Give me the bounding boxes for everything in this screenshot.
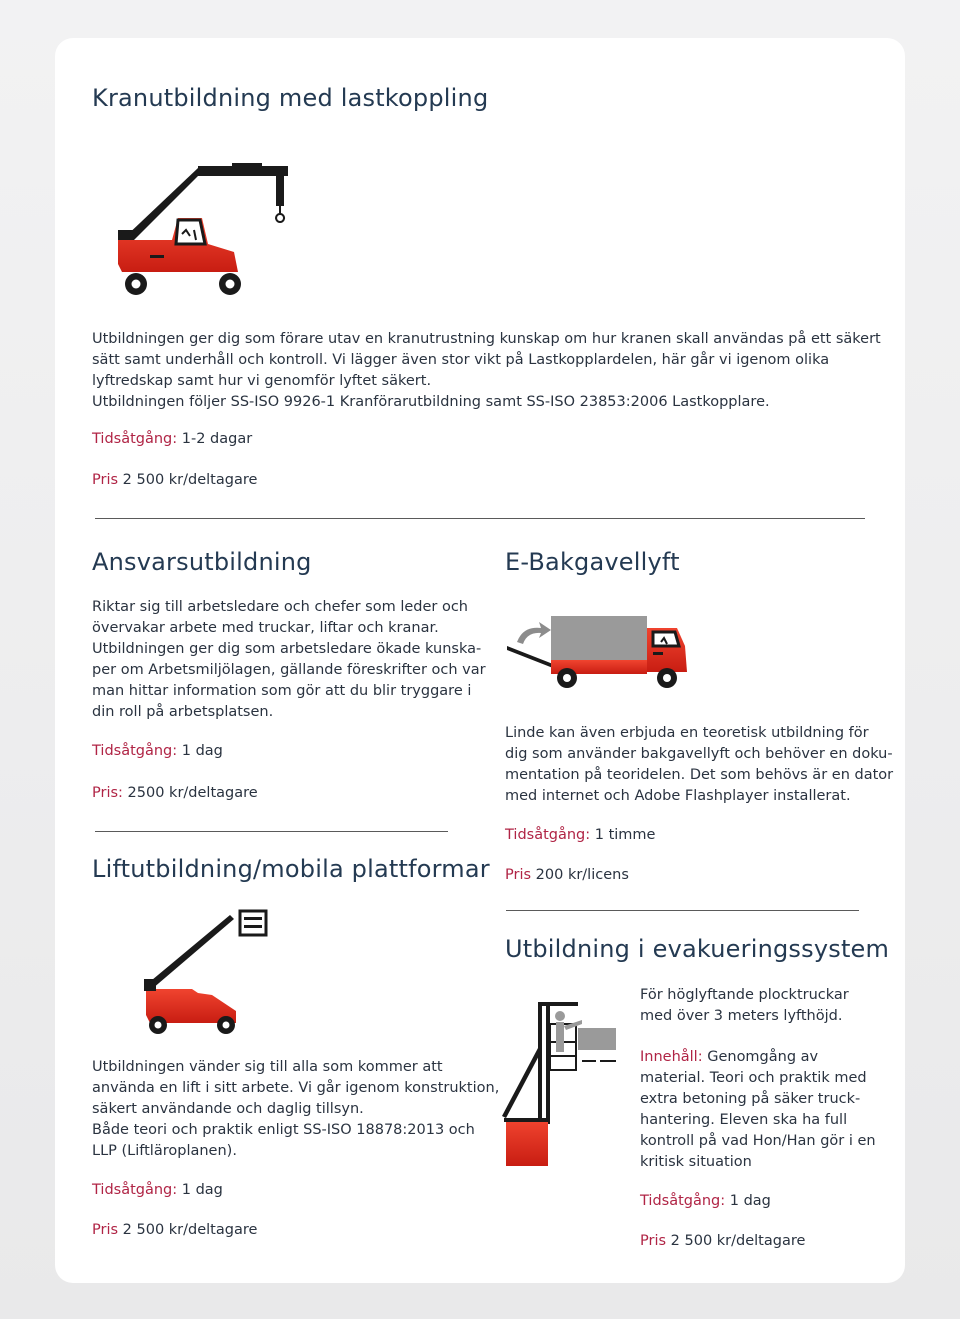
price-label: Pris: xyxy=(92,785,123,801)
crane-description-line: Utbildningen ger dig som förare utav en kranutrustning kunskap om hur kranen skall användas på ett säkert xyxy=(92,331,881,347)
price-value: 2 500 kr/deltagare xyxy=(122,1222,258,1238)
crane-description-line: Utbildningen följer SS-ISO 9926-1 Kranförarutbildning samt SS-ISO 23853:2006 Lastkopplare. xyxy=(92,394,770,410)
evacuation-intro xyxy=(640,985,880,1027)
tail-lift-truck-icon xyxy=(505,612,695,692)
evacuation-content-line: kritisk situation xyxy=(640,1154,752,1170)
evacuation-content-line: Genomgång av xyxy=(702,1049,819,1065)
price-label: Pris xyxy=(92,1222,119,1238)
evacuation-content-line: material. Teori och praktik med xyxy=(640,1070,867,1086)
duration-value: 1 timme xyxy=(594,827,656,843)
responsibility-description-line: din roll på arbetsplatsen. xyxy=(92,704,274,720)
tail-lift-price xyxy=(505,867,629,883)
duration-value: 1-2 dagar xyxy=(181,431,253,447)
order-picker-truck-icon xyxy=(498,998,628,1170)
duration-value: 1 dag xyxy=(181,743,223,759)
responsibility-description-line: per om Arbetsmiljölagen, gällande föreskrifter och var xyxy=(92,662,486,678)
evacuation-content-line: hantering. Eleven ska ha full xyxy=(640,1112,848,1128)
duration-label: Tidsåtgång: xyxy=(640,1193,726,1209)
evacuation-content xyxy=(640,1047,880,1173)
lift-price xyxy=(92,1222,257,1238)
responsibility-description-line: Riktar sig till arbetsledare och chefer som leder och xyxy=(92,599,469,615)
tail-lift-description xyxy=(505,723,894,807)
responsibility-description xyxy=(92,597,486,723)
crane-description-line: lyftredskap samt hur vi genomför lyftet säkert. xyxy=(92,373,432,389)
tail-lift-description-line: mentation på teoridelen. Det som behövs är en dator xyxy=(505,767,894,783)
mobile-lift-icon xyxy=(140,905,270,1035)
section-divider xyxy=(95,518,865,519)
lift-description-line: säkert användande och daglig tillsyn. xyxy=(92,1101,364,1117)
price-label: Pris xyxy=(92,472,119,488)
price-label: Pris xyxy=(640,1233,667,1249)
evacuation-duration xyxy=(640,1193,771,1209)
content-label: Innehåll: xyxy=(640,1049,703,1065)
crane-price xyxy=(92,472,257,488)
duration-label: Tidsåtgång: xyxy=(92,1182,178,1198)
lift-description-line: LLP (Liftläroplanen). xyxy=(92,1143,237,1159)
responsibility-description-line: övervakar arbete med truckar, liftar och kranar. xyxy=(92,620,439,636)
duration-label: Tidsåtgång: xyxy=(505,827,591,843)
crane-duration xyxy=(92,431,252,447)
lift-description-line: använda en lift i sitt arbete. Vi går igenom konstruktion, xyxy=(92,1080,500,1096)
crane-description xyxy=(92,329,882,413)
price-value: 2 500 kr/deltagare xyxy=(122,472,258,488)
evacuation-intro-line: För höglyftande plocktruckar xyxy=(640,987,849,1003)
responsibility-price xyxy=(92,785,258,801)
tail-lift-description-line: Linde kan även erbjuda en teoretisk utbildning för xyxy=(505,725,869,741)
responsibility-description-line: man hittar information som gör att du blir tryggare i xyxy=(92,683,472,699)
evacuation-content-line: extra betoning på säker truck- xyxy=(640,1091,861,1107)
lift-duration xyxy=(92,1182,223,1198)
lift-description xyxy=(92,1057,500,1162)
duration-label: Tidsåtgång: xyxy=(92,431,178,447)
crane-truck-icon xyxy=(110,160,310,300)
duration-label: Tidsåtgång: xyxy=(92,743,178,759)
lift-description-line: Både teori och praktik enligt SS-ISO 18878:2013 och xyxy=(92,1122,475,1138)
responsibility-title: Ansvarsutbildning xyxy=(92,548,312,576)
section-divider xyxy=(506,910,859,911)
crane-description-line: sätt samt underhåll och kontroll. Vi lägger även stor vikt på Lastkopplardelen, här går vi igenom olika xyxy=(92,352,830,368)
evacuation-title: Utbildning i evakueringssystem xyxy=(505,935,890,963)
responsibility-duration xyxy=(92,743,223,759)
price-label: Pris xyxy=(505,867,532,883)
price-value: 2 500 kr/deltagare xyxy=(670,1233,806,1249)
tail-lift-description-line: dig som använder bakgavellyft och behöver en doku- xyxy=(505,746,893,762)
evacuation-price xyxy=(640,1233,805,1249)
duration-value: 1 dag xyxy=(729,1193,771,1209)
lift-title: Liftutbildning/mobila plattformar xyxy=(92,855,490,883)
price-value: 200 kr/licens xyxy=(535,867,629,883)
lift-description-line: Utbildningen vänder sig till alla som kommer att xyxy=(92,1059,443,1075)
responsibility-description-line: Utbildningen ger dig som arbetsledare ökade kunska- xyxy=(92,641,482,657)
section-divider xyxy=(95,831,448,832)
crane-title: Kranutbildning med lastkoppling xyxy=(92,84,489,112)
evacuation-content-line: kontroll på vad Hon/Han gör i en xyxy=(640,1133,876,1149)
price-value: 2500 kr/deltagare xyxy=(127,785,258,801)
tail-lift-title: E-Bakgavellyft xyxy=(505,548,680,576)
evacuation-intro-line: med över 3 meters lyfthöjd. xyxy=(640,1008,843,1024)
duration-value: 1 dag xyxy=(181,1182,223,1198)
tail-lift-description-line: med internet och Adobe Flashplayer installerat. xyxy=(505,788,851,804)
tail-lift-duration xyxy=(505,827,655,843)
